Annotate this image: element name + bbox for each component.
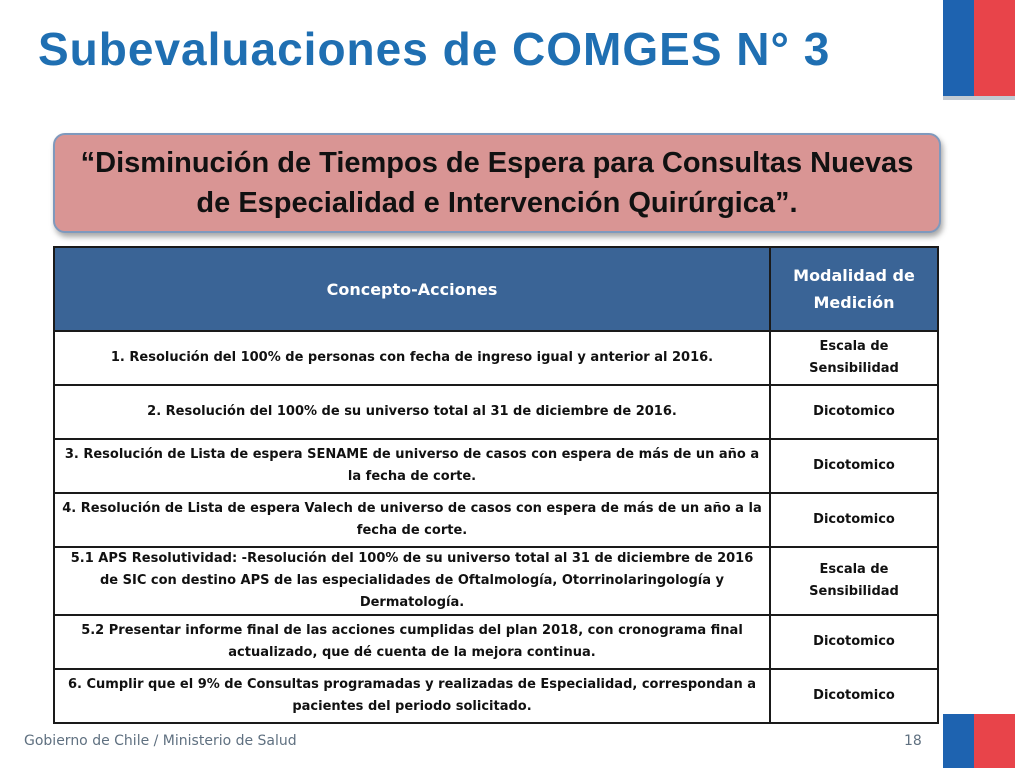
subtitle-banner <box>53 133 941 233</box>
column-header-measurement: Modalidad de Medición <box>770 247 938 331</box>
mode-cell: Escala de Sensibilidad <box>770 547 938 615</box>
actions-table <box>53 246 939 724</box>
chile-flag-logo-bottom <box>943 714 1015 768</box>
table-row <box>54 547 938 615</box>
mode-cell: Dicotomico <box>770 669 938 723</box>
mode-cell: Dicotomico <box>770 385 938 439</box>
concept-cell: 5.2 Presentar informe final de las acciones cumplidas del plan 2018, con cronograma final actualizado, que dé cuenta de la mejora continua. <box>54 615 770 669</box>
mode-cell: Dicotomico <box>770 615 938 669</box>
banner-text: “Disminución de Tiempos de Espera para Consultas Nuevas de Especialidad e Intervención Quirúrgica”. <box>80 147 914 219</box>
chile-flag-logo-top <box>943 0 1015 96</box>
table-row <box>54 331 938 385</box>
concept-cell: 3. Resolución de Lista de espera SENAME de universo de casos con espera de más de un año a la fecha de corte. <box>54 439 770 493</box>
mode-cell: Dicotomico <box>770 439 938 493</box>
table-row <box>54 669 938 723</box>
concept-cell: 5.1 APS Resolutividad: -Resolución del 100% de su universo total al 31 de diciembre de 2016 de SIC con destino APS de las especialidades de Oftalmología, Otorrinolaringología y Dermatología. <box>54 547 770 615</box>
slide-title: Subevaluaciones de COMGES N° 3 <box>38 23 831 75</box>
column-header-concept: Concepto-Acciones <box>54 247 770 331</box>
table-row <box>54 439 938 493</box>
concept-cell: 6. Cumplir que el 9% de Consultas programadas y realizadas de Especialidad, correspondan a pacientes del periodo solicitado. <box>54 669 770 723</box>
footer-organization: Gobierno de Chile / Ministerio de Salud <box>24 733 297 749</box>
concept-cell: 2. Resolución del 100% de su universo total al 31 de diciembre de 2016. <box>54 385 770 439</box>
page-number: 18 <box>904 733 922 749</box>
mode-cell: Escala de Sensibilidad <box>770 331 938 385</box>
table-row <box>54 385 938 439</box>
mode-cell: Dicotomico <box>770 493 938 547</box>
table-row <box>54 615 938 669</box>
concept-cell: 1. Resolución del 100% de personas con fecha de ingreso igual y anterior al 2016. <box>54 331 770 385</box>
concept-cell: 4. Resolución de Lista de espera Valech de universo de casos con espera de más de un año a la fecha de corte. <box>54 493 770 547</box>
table-row <box>54 493 938 547</box>
table-header-row <box>54 247 938 331</box>
